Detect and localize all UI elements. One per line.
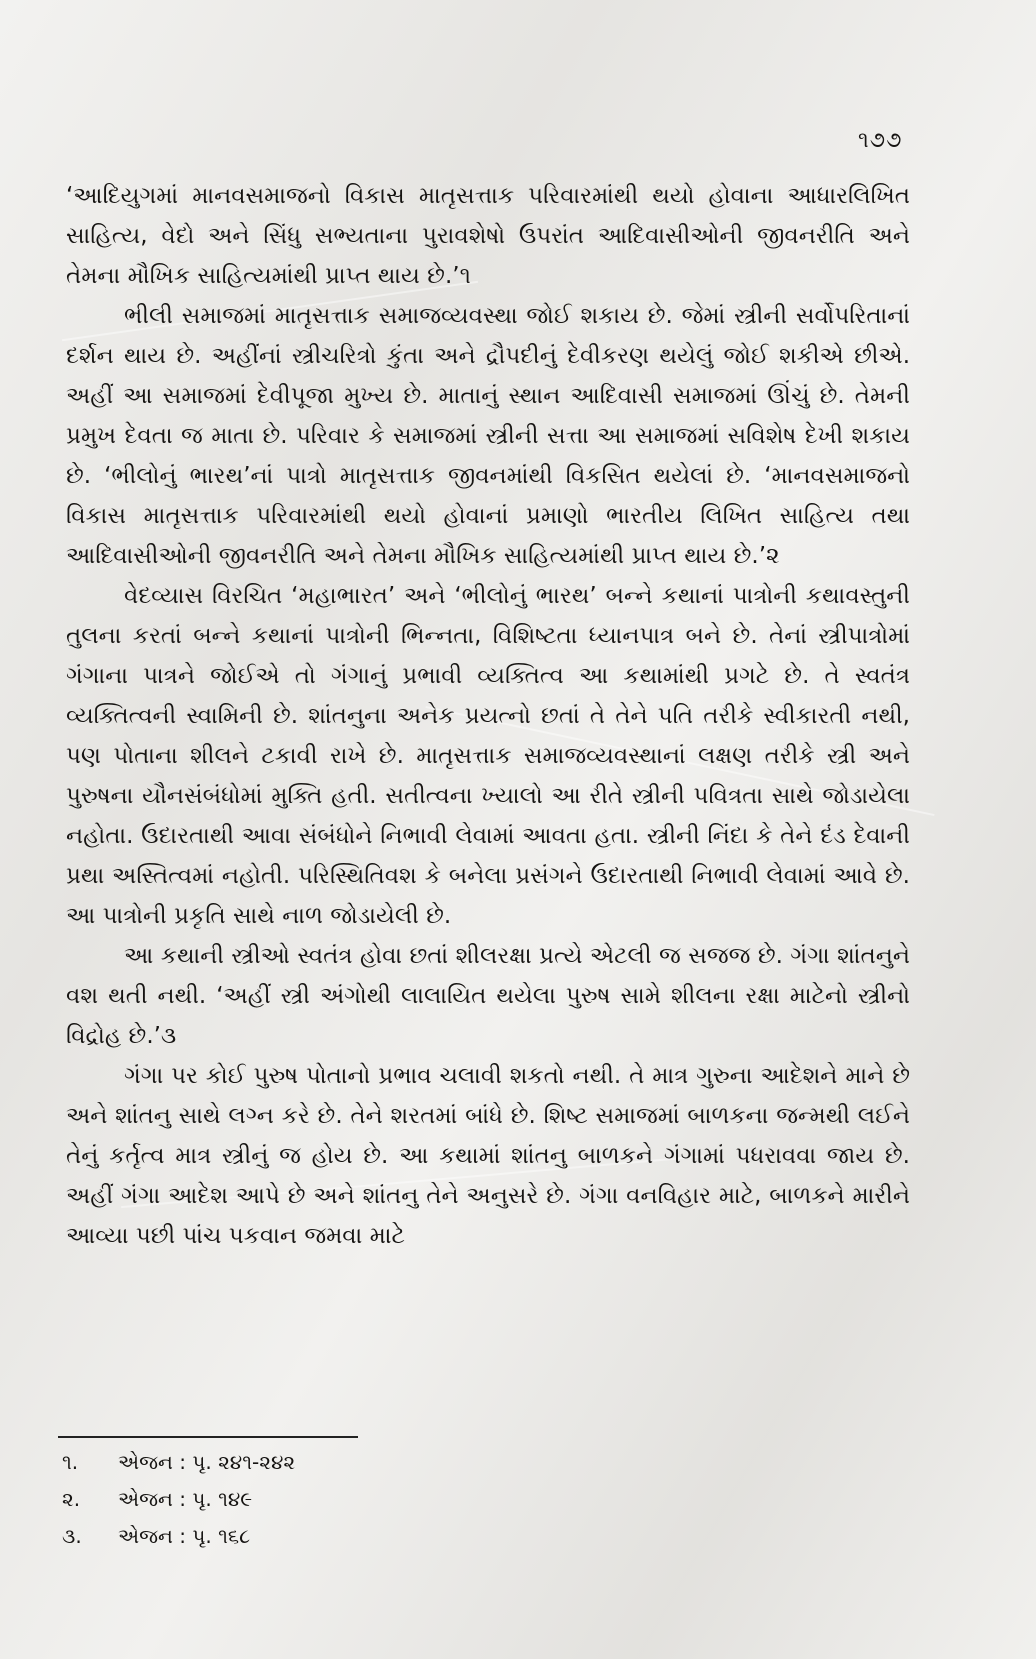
footnote-number: ૧. — [62, 1450, 79, 1474]
footnote-number: ૩. — [62, 1524, 82, 1548]
footnote-item — [62, 1444, 295, 1481]
body-text — [66, 176, 910, 1256]
paragraph: ભીલી સમાજમાં માતૃસત્તાક સમાજવ્યવસ્થા જોઈ શકાય છે. જેમાં સ્ત્રીની સર્વોપરિતાનાં દર્શન થાય છે. અહીંનાં સ્ત્રીચરિત્રો કુંતા અને દ્રૌપદીનું દેવીકરણ થયેલું જોઈ શકીએ છીએ. અહીં આ સમાજમાં દેવીપૂજા મુખ્ય છે. માતાનું સ્થાન આદિવાસી સમાજમાં ઊંચું છે. તેમની પ્રમુખ દેવતા જ માતા છે. પરિવાર કે સમાજમાં સ્ત્રીની સત્તા આ સમાજમાં સવિશેષ દેખી શકાય છે. ‘ભીલોનું ભારથ’નાં પાત્રો માતૃસત્તાક જીવનમાંથી વિકસિત થયેલાં છે. ‘માનવસમાજનો વિકાસ માતૃસત્તાક પરિવારમાંથી થયો હોવાનાં પ્રમાણો ભારતીય લિખિત સાહિત્ય તથા આદિવાસીઓની જીવનરીતિ અને તેમના મૌખિક સાહિત્યમાંથી પ્રાપ્ત થાય છે.’૨ — [66, 303, 910, 569]
footnote-text: એજન : પૃ. ૨૪૧-૨૪૨ — [118, 1450, 296, 1474]
paragraph: વેદવ્યાસ વિરચિત ‘મહાભારત’ અને ‘ભીલોનું ભારથ’ બન્ને કથાનાં પાત્રોની કથાવસ્તુની તુલના કરતાં બન્ને કથાનાં પાત્રોની ભિન્નતા, વિશિષ્ટતા ધ્યાનપાત્ર બને છે. તેનાં સ્ત્રીપાત્રોમાં ગંગાના પાત્રને જોઈએ તો ગંગાનું પ્રભાવી વ્યક્તિત્વ આ કથામાંથી પ્રગટે છે. તે સ્વતંત્ર વ્યક્તિત્વની સ્વામિની છે. શાંતનુના અનેક પ્રયત્નો છતાં તે તેને પતિ તરીકે સ્વીકારતી નથી, પણ પોતાના શીલને ટકાવી રાખે છે. માતૃસત્તાક સમાજવ્યવસ્થાનાં લક્ષણ તરીકે સ્ત્રી અને પુરુષના યૌનસંબંધોમાં મુક્તિ હતી. સતીત્વના ખ્યાલો આ રીતે સ્ત્રીની પવિત્રતા સાથે જોડાયેલા નહોતા. ઉદારતાથી આવા સંબંધોને નિભાવી લેવામાં આવતા હતા. સ્ત્રીની નિંદા કે તેને દંડ દેવાની પ્રથા અસ્તિત્વમાં નહોતી. પરિસ્થિતિવશ કે બનેલા પ્રસંગને ઉદારતાથી નિભાવી લેવામાં આવે છે. આ પાત્રોની પ્રકૃતિ સાથે નાળ જોડાયેલી છે. — [66, 583, 910, 929]
page-number: ૧૭૭ — [858, 128, 903, 153]
footnote-text: એજન : પૃ. ૧૪૯ — [118, 1487, 253, 1511]
paragraph: ‘આદિયુગમાં માનવસમાજનો વિકાસ માતૃસત્તાક પરિવારમાંથી થયો હોવાના આધારલિખિત સાહિત્ય, વેદો અને સિંધુ સભ્યતાના પુરાવશેષો ઉપરાંત આદિવાસીઓની જીવનરીતિ અને તેમના મૌખિક સાહિત્યમાંથી પ્રાપ્ત થાય છે.’૧ — [66, 183, 910, 289]
paragraph: આ કથાની સ્ત્રીઓ સ્વતંત્ર હોવા છતાં શીલરક્ષા પ્રત્યે એટલી જ સજજ છે. ગંગા શાંતનુને વશ થતી નથી. ‘અહીં સ્ત્રી અંગોથી લાલાયિત થયેલા પુરુષ સામે શીલના રક્ષા માટેનો સ્ત્રીનો વિદ્રોહ છે.’૩ — [66, 943, 910, 1049]
footnote-number: ૨. — [62, 1487, 81, 1511]
footnote-divider — [58, 1436, 358, 1438]
footnote-item — [62, 1518, 295, 1555]
footnote-item — [62, 1481, 295, 1518]
footnote-text: એજન : પૃ. ૧૬૮ — [118, 1524, 251, 1548]
paragraph: ગંગા પર કોઈ પુરુષ પોતાનો પ્રભાવ ચલાવી શકતો નથી. તે માત્ર ગુરુના આદેશને માને છે અને શાંતનુ સાથે લગ્ન કરે છે. તેને શરતમાં બાંધે છે. શિષ્ટ સમાજમાં બાળકના જન્મથી લઈને તેનું કર્તૃત્વ માત્ર સ્ત્રીનું જ હોય છે. આ કથામાં શાંતનુ બાળકને ગંગામાં પધરાવવા જાય છે. અહીં ગંગા આદેશ આપે છે અને શાંતનુ તેને અનુસરે છે. ગંગા વનવિહાર માટે, બાળકને મારીને આવ્યા પછી પાંચ પકવાન જમવા માટે — [66, 1063, 910, 1249]
footnotes — [62, 1444, 295, 1555]
